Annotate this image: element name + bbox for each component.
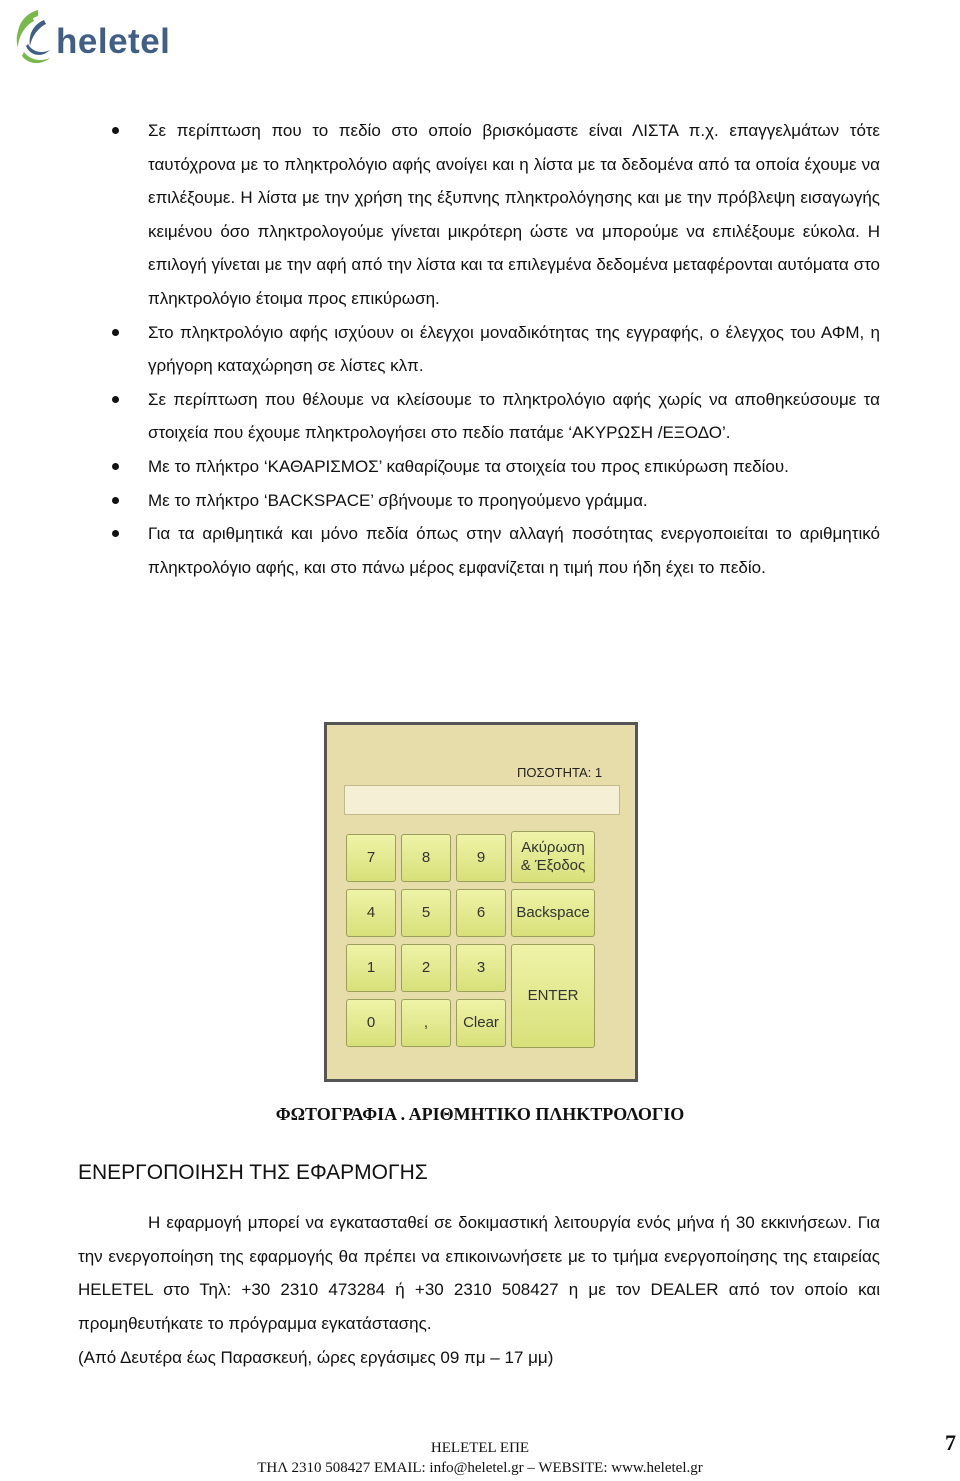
section-title: ΕΝΕΡΓΟΠΟΙΗΣΗ ΤΗΣ ΕΦΑΡΜΟΓΗΣ [78,1161,428,1184]
bullet-dot-icon [112,127,119,134]
key-3[interactable]: 3 [456,944,506,992]
bullet-item: Για τα αριθμητικά και μόνο πεδία όπως στην αλλαγή ποσότητας ενεργοποιείται το αριθμητικό πληκτρολόγιο αφής, και στο πάνω μέρος εμφανίζεται η τιμή που ήδη έχει το πεδίο. [108,517,880,584]
heletel-logo [10,6,170,70]
footer-company: HELETEL ΕΠΕ [430,1440,530,1456]
figure-caption: ΦΩΤΟΓΡΑΦΙΑ . ΑΡΙΘΜΗΤΙΚΟ ΠΛΗΚΤΡΟΛΟΓΙΟ [275,1104,685,1124]
enter-button[interactable]: ENTER [511,944,595,1048]
clear-button[interactable]: Clear [456,999,506,1047]
key-1[interactable]: 1 [346,944,396,992]
bullet-item: Με το πλήκτρο ‘BACKSPACE’ σβήνουμε το προηγούμενο γράμμα. [108,484,880,518]
backspace-button[interactable]: Backspace [511,889,595,937]
numeric-keypad-screenshot [324,722,638,1082]
activation-paragraph: Η εφαρμογή μπορεί να εγκατασταθεί σε δοκιμαστική λειτουργία ενός μήνα ή 30 εκκινήσεων. Για την ενεργοποίηση της εφαρμογής θα πρέπει να επικοινωνήσετε με το τμήμα ενεργοποίησης της εταιρείας HELETEL στο Τηλ: +30 2310 473284 ή +30 2310 508427 η με τον DEALER από τον οποίο και προμηθευτήκατε το πρόγραμμα εγκατάστασης. [78,1213,880,1333]
cancel-exit-button[interactable] [511,831,595,883]
key-0[interactable]: 0 [346,999,396,1047]
logo-text: heletel [56,22,171,61]
logo-swirl-icon [10,6,58,70]
bullet-dot-icon [112,396,119,403]
key-6[interactable]: 6 [456,889,506,937]
key-7[interactable]: 7 [346,834,396,882]
working-hours-note: (Από Δευτέρα έως Παρασκευή, ώρες εργάσιμες 09 πμ – 17 μμ) [78,1348,554,1367]
key-5[interactable]: 5 [401,889,451,937]
bullet-item: Σε περίπτωση που θέλουμε να κλείσουμε το πληκτρολόγιο αφής χωρίς να αποθηκεύσουμε τα στοιχεία που έχουμε πληκτρολογήσει στο πεδίο πατάμε ‘ΑΚΥΡΩΣΗ /ΕΞΟΔΟ’. [108,383,880,450]
bullet-dot-icon [112,530,119,537]
quantity-display-field[interactable] [344,785,620,815]
key-9[interactable]: 9 [456,834,506,882]
key-2[interactable]: 2 [401,944,451,992]
footer-contact: ΤΗΛ 2310 508427 EMAIL: info@heletel.gr – WEBSITE: www.heletel.gr [257,1460,703,1476]
quantity-label: ΠΟΣΟΤΗΤΑ: 1 [517,765,603,780]
cancel-label-line2: & Έξοδος [520,857,586,874]
feature-bullet-list [108,114,880,584]
bullet-dot-icon [112,463,119,470]
key-8[interactable]: 8 [401,834,451,882]
bullet-item: Στο πληκτρολόγιο αφής ισχύουν οι έλεγχοι μοναδικότητας της εγγραφής, ο έλεγχος του ΑΦΜ, η γρήγορη καταχώρηση σε λίστες κλπ. [108,316,880,383]
bullet-item: Με το πλήκτρο ‘ΚΑΘΑΡΙΣΜΟΣ’ καθαρίζουμε τα στοιχεία του προς επικύρωση πεδίου. [108,450,880,484]
cancel-label-line1: Ακύρωση [521,839,585,856]
bullet-dot-icon [112,329,119,336]
bullet-dot-icon [112,497,119,504]
page-number: 7 [945,1430,956,1455]
key-comma[interactable]: , [401,999,451,1047]
key-4[interactable]: 4 [346,889,396,937]
bullet-item: Σε περίπτωση που το πεδίο στο οποίο βρισκόμαστε είναι ΛΙΣΤΑ π.χ. επαγγελμάτων τότε ταυτόχρονα με το πληκτρολόγιο αφής ανοίγει και η λίστα με τα δεδομένα από τα οποία έχουμε να επιλέξουμε. Η λίστα με την χρήση της έξυπνης πληκτρολόγησης και με την πρόβλεψη εισαγωγής κειμένου όσο πληκτρολογούμε γίνεται μικρότερη ώστε να μπορούμε να επιλέξουμε εύκολα. Η επιλογή γίνεται με την αφή από την λίστα και τα επιλεγμένα δεδομένα μεταφέρονται αυτόματα στο πληκτρολόγιο έτοιμα προς επικύρωση. [108,114,880,316]
